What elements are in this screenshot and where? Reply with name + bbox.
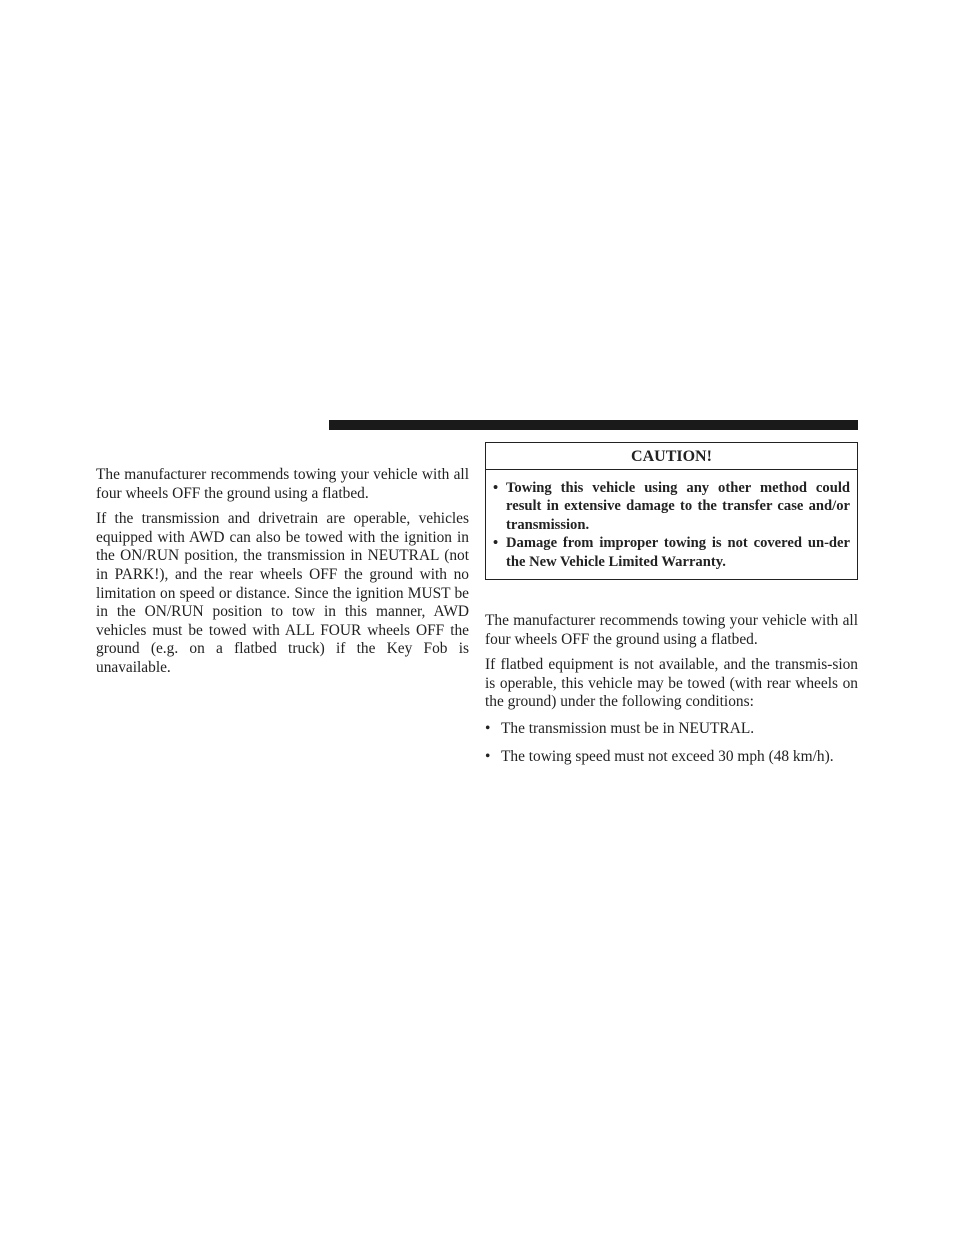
right-column bbox=[485, 612, 858, 776]
list-item-text: The towing speed must not exceed 30 mph (48 km/h). bbox=[501, 748, 834, 766]
list-item bbox=[485, 748, 858, 767]
left-column bbox=[96, 466, 469, 685]
awd-paragraph-ignition: If the transmission and drivetrain are operable, vehicles equipped with AWD can also be towed with the ignition in the ON/RUN position, the transmission in NEUTRAL (not in PARK!), and the rear wheels OFF the ground with no limitation on speed or distance. Since the ignition MUST be in the ON/RUN position to tow in this manner, AWD vehicles must be towed with ALL FOUR wheels OFF the ground (e.g. on a flatbed truck) if the Key Fob is unavailable. bbox=[96, 510, 469, 676]
bullet-icon: • bbox=[493, 480, 499, 496]
conditions-list bbox=[485, 720, 858, 767]
bullet-icon: • bbox=[485, 748, 491, 766]
list-item-text: The transmission must be in NEUTRAL. bbox=[501, 719, 755, 737]
paragraph-flatbed: The manufacturer recommends towing your vehicle with all four wheels OFF the ground using a flatbed. bbox=[485, 612, 858, 648]
caution-list bbox=[486, 470, 857, 571]
caution-item-text: Towing this vehicle using any other method could result in extensive damage to the transfer case and/or transmission. bbox=[506, 480, 850, 533]
caution-item bbox=[493, 534, 850, 571]
awd-paragraph-flatbed: The manufacturer recommends towing your vehicle with all four wheels OFF the ground using a flatbed. bbox=[96, 466, 469, 502]
caution-box bbox=[485, 442, 858, 580]
bullet-icon: • bbox=[485, 719, 491, 737]
caution-item bbox=[493, 479, 850, 534]
paragraph-conditions: If flatbed equipment is not available, and the transmis-sion is operable, this vehicle may be towed (with rear wheels on the ground) under the following conditions: bbox=[485, 656, 858, 711]
caution-title: CAUTION! bbox=[486, 443, 857, 470]
bullet-icon: • bbox=[493, 535, 499, 552]
list-item bbox=[485, 720, 858, 739]
caution-item-text: Damage from improper towing is not covered un-der the New Vehicle Limited Warranty. bbox=[506, 535, 850, 570]
section-header-rule bbox=[329, 420, 858, 430]
